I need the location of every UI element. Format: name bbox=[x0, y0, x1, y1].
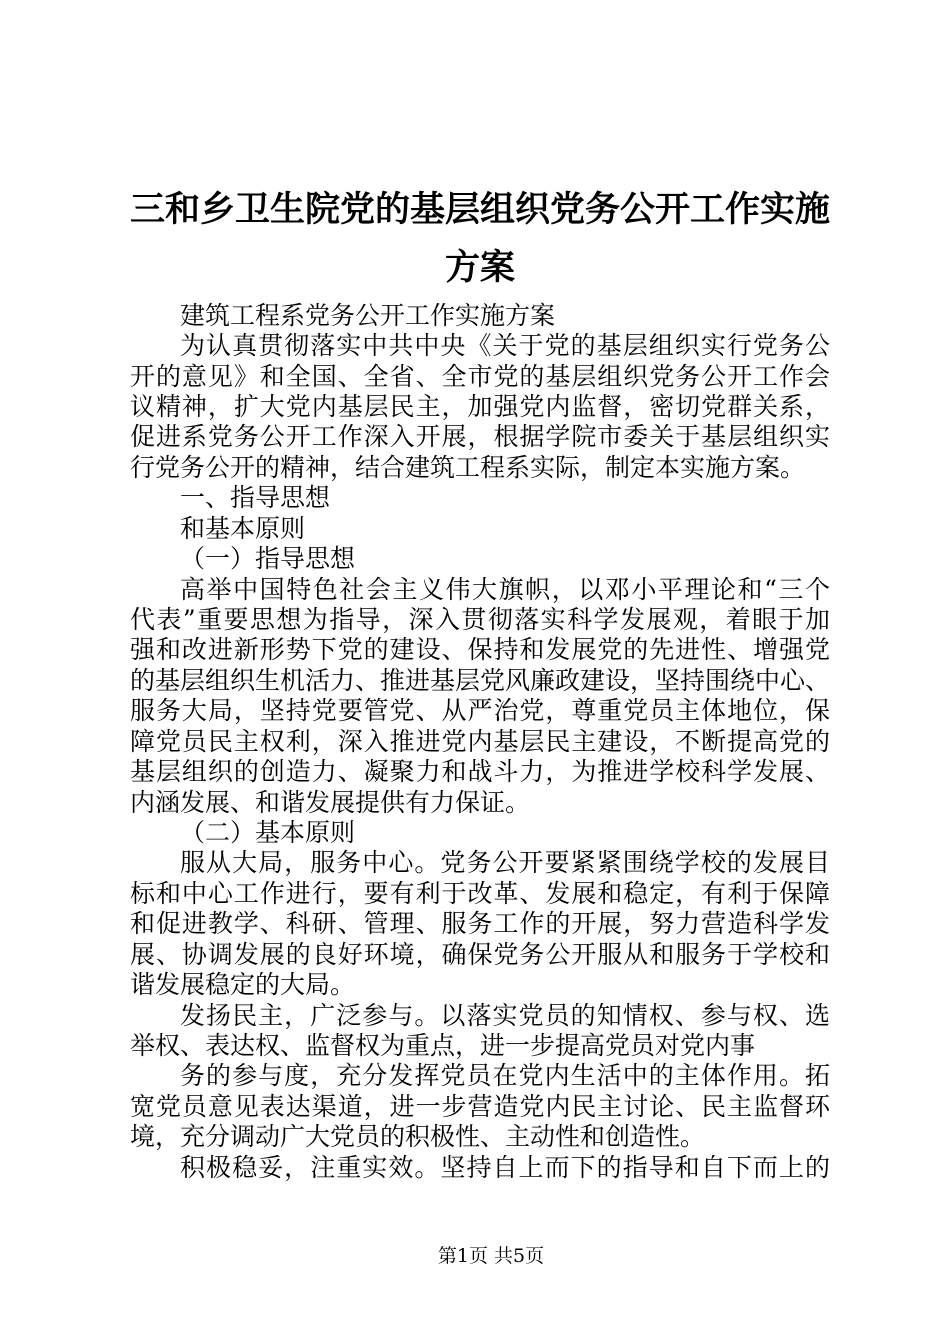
paragraph-principle-3 bbox=[130, 1153, 850, 1183]
body-line: 议精神，扩大党内基层民主，加强党内监督，密切党群关系， bbox=[130, 392, 830, 422]
body-line: 积极稳妥，注重实效。坚持自上而下的指导和自下而上的 bbox=[180, 1152, 830, 1182]
body-line: （二）基本原则 bbox=[180, 817, 356, 847]
body-line: 宽党员意见表达渠道，进一步营造党内民主讨论、民主监督环 bbox=[130, 1091, 830, 1121]
body-line: 高举中国特色社会主义伟大旗帜，以邓小平理论和“三个 bbox=[180, 574, 830, 604]
body-line: 开的意见》和全国、全省、全市党的基层组织党务公开工作会 bbox=[130, 361, 830, 391]
body-line: 展、协调发展的良好环境，确保党务公开服从和服务于学校和 bbox=[130, 939, 830, 969]
paragraph-principle-2 bbox=[130, 1001, 850, 1062]
body-line: 强和改进新形势下党的建设、保持和发展党的先进性、增强党 bbox=[130, 635, 830, 665]
body-line: 障党员民主权利，深入推进党内基层民主建设，不断提高党的 bbox=[130, 726, 830, 756]
body-line: 一、指导思想 bbox=[180, 483, 331, 513]
paragraph-guiding-ideology bbox=[130, 575, 850, 818]
document-title-line: 三和乡卫生院党的基层组织党务公开工作实施 bbox=[130, 189, 831, 230]
paragraph-principle-1 bbox=[130, 848, 850, 1000]
body-line: 建筑工程系党务公开工作实施方案 bbox=[180, 300, 556, 330]
body-line: 促进系党务公开工作深入开展，根据学院市委关于基层组织实 bbox=[130, 422, 830, 452]
paragraph-intro bbox=[130, 331, 850, 483]
body-line: 服从大局，服务中心。党务公开要紧紧围绕学校的发展目 bbox=[180, 848, 830, 878]
document-title bbox=[130, 181, 830, 297]
body-line: 为认真贯彻落实中共中央《关于党的基层组织实行党务公 bbox=[180, 331, 830, 361]
section-heading bbox=[130, 483, 850, 513]
body-line: 基层组织的创造力、凝聚力和战斗力，为推进学校科学发展、 bbox=[130, 757, 830, 787]
section-heading bbox=[130, 514, 850, 544]
body-line: 发扬民主，广泛参与。以落实党员的知情权、参与权、选 bbox=[180, 1000, 830, 1030]
paragraph-principle-2-cont bbox=[130, 1061, 850, 1152]
body-line: 谐发展稳定的大局。 bbox=[130, 970, 356, 1000]
body-line: 行党务公开的精神，结合建筑工程系实际，制定本实施方案。 bbox=[130, 452, 806, 482]
page-number: 第1页 共5页 bbox=[437, 1245, 545, 1267]
body-line: 服务大局，坚持党要管党、从严治党，尊重党员主体地位，保 bbox=[130, 696, 830, 726]
body-line: 代表”重要思想为指导，深入贯彻落实科学发展观，着眼于加 bbox=[130, 605, 830, 635]
document-body bbox=[130, 301, 850, 1183]
body-line: 境，充分调动广大党员的积极性、主动性和创造性。 bbox=[130, 1122, 706, 1152]
body-line: 标和中心工作进行，要有利于改革、发展和稳定，有利于保障 bbox=[130, 878, 830, 908]
page-footer bbox=[391, 1245, 591, 1267]
subsection-heading bbox=[130, 818, 850, 848]
body-line: 举权、表达权、监督权为重点，进一步提高党员对党内事 bbox=[130, 1030, 756, 1060]
subsection-heading bbox=[130, 544, 850, 574]
body-line: 和促进教学、科研、管理、服务工作的开展，努力营造科学发 bbox=[130, 909, 830, 939]
paragraph-subtitle bbox=[130, 301, 850, 331]
body-line: 内涵发展、和谐发展提供有力保证。 bbox=[130, 787, 531, 817]
body-line: 和基本原则 bbox=[180, 513, 306, 543]
body-line: 务的参与度，充分发挥党员在党内生活中的主体作用。拓 bbox=[180, 1061, 830, 1091]
document-title-line: 方案 bbox=[444, 247, 515, 288]
body-line: （一）指导思想 bbox=[180, 544, 356, 574]
body-line: 的基层组织生机活力、推进基层党风廉政建设，坚持围绕中心、 bbox=[130, 665, 831, 695]
